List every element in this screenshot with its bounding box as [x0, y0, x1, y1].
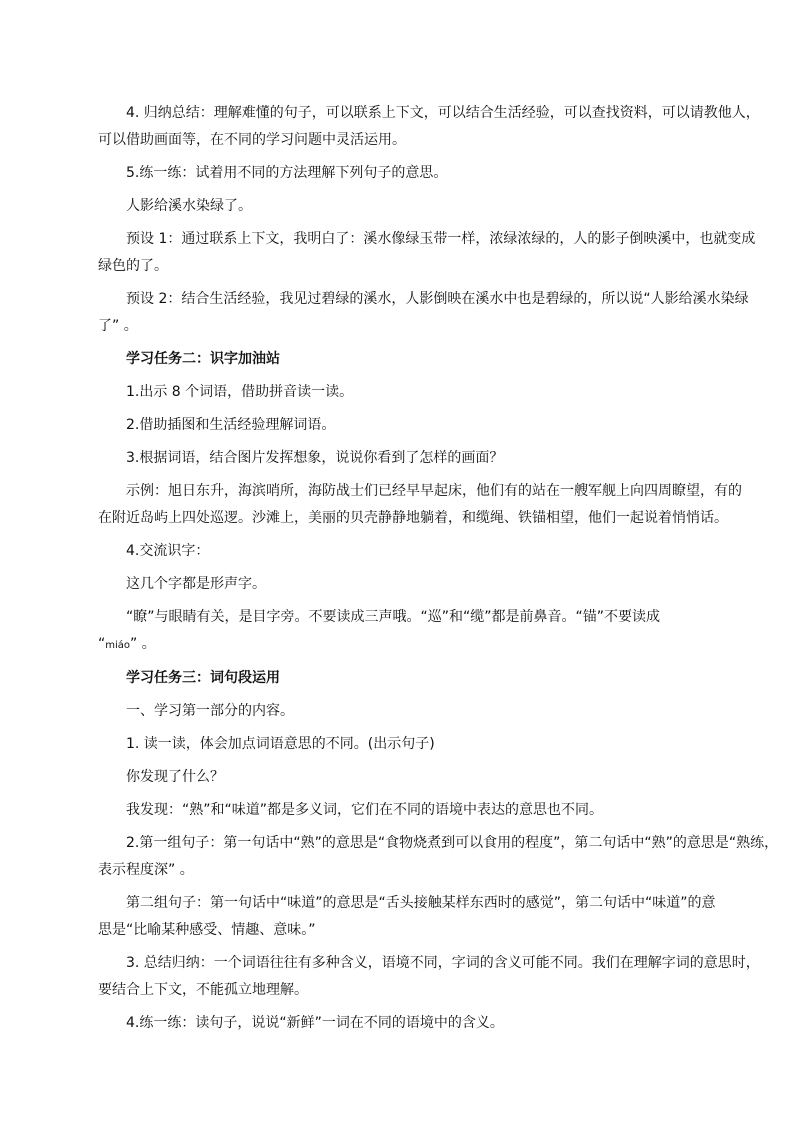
preset-1-line-2: 绿色的了。: [98, 258, 168, 274]
quote-open: “: [98, 636, 106, 652]
group-2-line-1: 第二组句子：第一句话中“味道”的意思是“舌头接触某样东西时的感觉”，第二句话中“味道”的意: [126, 895, 716, 911]
task2-step-3: 3.根据词语，结合图片发挥想象，说说你看到了怎样的画面？: [126, 450, 504, 466]
phono-semantic-note: 这几个字都是形声字。: [126, 576, 266, 592]
conclusion-line-1: 3. 总结归纳：一个词语往往有多种含义，语境不同，字词的含义可能不同。我们在理解字词的意思时，: [126, 955, 760, 971]
task3-step-1: 1. 读一读，体会加点词语意思的不同。(出示句子): [126, 736, 435, 752]
preset-2-line-2: 了” 。: [98, 318, 138, 334]
practice-instruction: 5.练一练：试着用不同的方法理解下列句子的意思。: [126, 165, 448, 181]
preset-1-line-1: 预设 1：通过联系上下文，我明白了：溪水像绿玉带一样，浓绿浓绿的，人的影子倒映溪中，也就变成: [126, 231, 756, 247]
example-paragraph-line-1: 示例：旭日东升，海滨哨所，海防战士们已经早早起床，他们有的站在一艘军舰上向四周瞭望，有的: [126, 483, 742, 499]
section-heading-task-2: 学习任务二：识字加油站: [126, 351, 280, 367]
task3-part-1: 一、学习第一部分的内容。: [126, 703, 294, 719]
pinyin-text: miáo: [105, 640, 131, 651]
conclusion-line-2: 要结合上下文，不能孤立地理解。: [98, 982, 308, 998]
group-1-line-1: 2.第一组句子：第一句话中“熟”的意思是“食物烧煮到可以食用的程度”，第二句话中“熟”的意思是“熟练，: [126, 835, 779, 851]
task3-question: 你发现了什么？: [126, 769, 224, 785]
task2-step-2: 2.借助插图和生活经验理解词语。: [126, 417, 336, 433]
summary-paragraph-line-1: 4. 归纳总结：理解难懂的句子，可以联系上下文，可以结合生活经验，可以查找资料，可以请教他人，: [126, 105, 760, 121]
example-paragraph-line-2: 在附近岛屿上四处巡逻。沙滩上，美丽的贝壳静静地躺着，和缆绳、铁锚相望，他们一起说着悄悄话。: [98, 510, 728, 526]
pronunciation-note-line-1: “瞭”与眼睛有关，是目字旁。不要读成三声哦。“巡”和“缆”都是前鼻音。“锚”不要读成: [126, 609, 661, 625]
practice-final: 4.练一练：读句子，说说“新鲜”一词在不同的语境中的含义。: [126, 1015, 504, 1031]
quote-close: ” 。: [130, 636, 156, 652]
group-2-line-2: 思是“比喻某种感受、情趣、意味。”: [98, 922, 316, 938]
task2-step-4: 4.交流识字：: [126, 543, 210, 559]
task3-finding: 我发现：“熟”和“味道”都是多义词，它们在不同的语境中表达的意思也不同。: [126, 802, 604, 818]
task2-step-1: 1.出示 8 个词语，借助拼音读一读。: [126, 384, 354, 400]
pronunciation-note-line-2: [98, 631, 724, 659]
example-sentence: 人影给溪水染绿了。: [126, 198, 252, 214]
preset-2-line-1: 预设 2：结合生活经验，我见过碧绿的溪水，人影倒映在溪水中也是碧绿的，所以说“人影给溪水染绿: [126, 291, 749, 307]
summary-paragraph-line-2: 可以借助画面等，在不同的学习问题中灵活运用。: [98, 132, 406, 148]
document-body: [98, 100, 779, 1037]
group-1-line-2: 表示程度深” 。: [98, 862, 194, 878]
section-heading-task-3: 学习任务三：词句段运用: [126, 670, 280, 686]
